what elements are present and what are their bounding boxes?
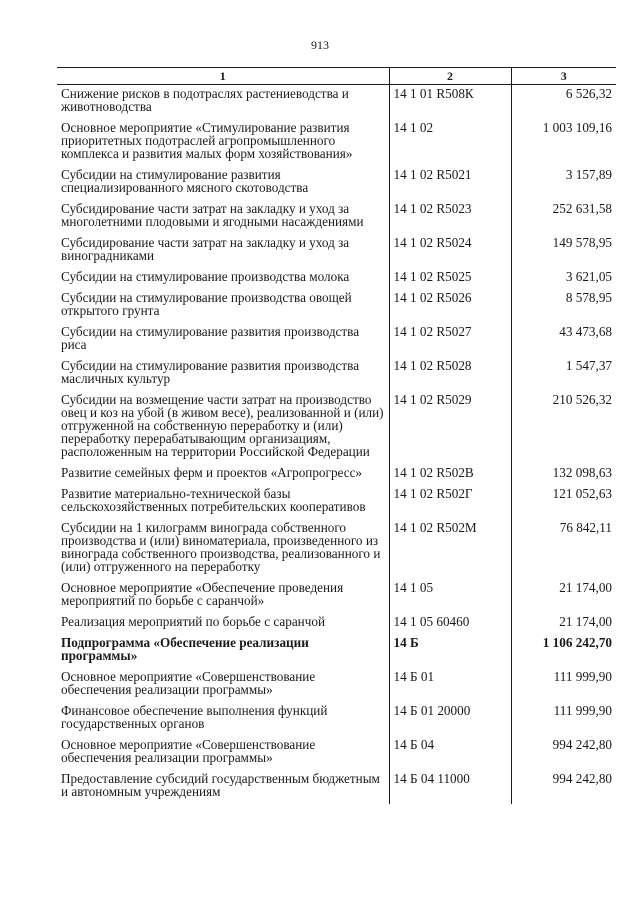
row-code: 14 1 05 60460 xyxy=(389,613,511,634)
table-row xyxy=(57,634,616,668)
column-header-2: 2 xyxy=(389,68,511,85)
row-amount: 1 106 242,70 xyxy=(511,634,616,668)
row-code: 14 1 02 R502В xyxy=(389,464,511,485)
row-name: Снижение рисков в подотраслях растениеводства и животноводства xyxy=(61,86,349,114)
row-name: Основное мероприятие «Совершенствование обеспечения реализации программы» xyxy=(61,737,316,765)
row-amount: 8 578,95 xyxy=(511,289,616,323)
table-row xyxy=(57,85,616,120)
column-header-3: 3 xyxy=(511,68,616,85)
table-row xyxy=(57,234,616,268)
row-amount: 994 242,80 xyxy=(511,770,616,804)
table-row xyxy=(57,119,616,166)
table-row xyxy=(57,391,616,464)
budget-table xyxy=(57,67,616,804)
row-code: 14 Б 01 20000 xyxy=(389,702,511,736)
table-row xyxy=(57,702,616,736)
table-row xyxy=(57,464,616,485)
row-code: 14 1 02 R502Г xyxy=(389,485,511,519)
row-name: Подпрограмма «Обеспечение реализации программы» xyxy=(61,635,309,663)
table-row xyxy=(57,200,616,234)
row-code: 14 1 02 xyxy=(389,119,511,166)
row-name: Субсидирование части затрат на закладку и уход за многолетними плодовыми и ягодными насаждениями xyxy=(61,201,364,229)
row-amount: 21 174,00 xyxy=(511,579,616,613)
table-row xyxy=(57,579,616,613)
row-amount: 3 621,05 xyxy=(511,268,616,289)
row-amount: 149 578,95 xyxy=(511,234,616,268)
row-code: 14 Б 01 xyxy=(389,668,511,702)
table-row xyxy=(57,166,616,200)
row-code: 14 1 02 R5027 xyxy=(389,323,511,357)
row-amount: 3 157,89 xyxy=(511,166,616,200)
row-code: 14 1 02 R5025 xyxy=(389,268,511,289)
table-row xyxy=(57,519,616,579)
table-row xyxy=(57,485,616,519)
row-code: 14 1 02 R5023 xyxy=(389,200,511,234)
row-amount: 994 242,80 xyxy=(511,736,616,770)
row-name: Основное мероприятие «Стимулирование развития приоритетных подотраслей агропромышленного комплекса и развития малых форм хозяйствования» xyxy=(61,120,353,161)
table-row xyxy=(57,323,616,357)
row-code: 14 1 02 R502М xyxy=(389,519,511,579)
row-name: Развитие семейных ферм и проектов «Агропрогресс» xyxy=(61,465,363,480)
table-row xyxy=(57,357,616,391)
row-amount: 76 842,11 xyxy=(511,519,616,579)
row-amount: 252 631,58 xyxy=(511,200,616,234)
row-amount: 43 473,68 xyxy=(511,323,616,357)
row-code: 14 1 05 xyxy=(389,579,511,613)
row-name: Реализация мероприятий по борьбе с саранчой xyxy=(61,614,326,629)
row-name: Субсидии на стимулирование развития специализированного мясного скотоводства xyxy=(61,167,309,195)
row-amount: 21 174,00 xyxy=(511,613,616,634)
row-amount: 1 547,37 xyxy=(511,357,616,391)
row-name: Субсидии на стимулирование развития производства риса xyxy=(61,324,360,352)
row-name: Предоставление субсидий государственным бюджетным и автономным учреждениям xyxy=(61,771,380,799)
row-amount: 111 999,90 xyxy=(511,702,616,736)
row-code: 14 1 02 R5029 xyxy=(389,391,511,464)
row-code: 14 1 02 R5026 xyxy=(389,289,511,323)
table-row xyxy=(57,770,616,804)
row-code: 14 1 02 R5028 xyxy=(389,357,511,391)
row-code: 14 1 02 R5024 xyxy=(389,234,511,268)
column-header-1: 1 xyxy=(57,68,389,85)
table-header-row xyxy=(57,68,616,85)
row-name: Развитие материально-технической базы сельскохозяйственных потребительских кооперативов xyxy=(61,486,366,514)
row-amount: 132 098,63 xyxy=(511,464,616,485)
row-name: Субсидии на стимулирование производства молока xyxy=(61,269,350,284)
table-row xyxy=(57,289,616,323)
row-name: Субсидии на возмещение части затрат на производство овец и коз на убой (в живом весе), реализованной и (или) отгруженной на собственную переработку и (или) переработку перерабатывающим организациям, расположенным на территории Российской Федерации xyxy=(61,392,384,459)
row-code: 14 1 02 R5021 xyxy=(389,166,511,200)
page-number: 913 xyxy=(311,38,329,52)
row-code: 14 Б 04 11000 xyxy=(389,770,511,804)
row-code: 14 1 01 R508К xyxy=(389,85,511,120)
row-code: 14 Б xyxy=(389,634,511,668)
table-row xyxy=(57,736,616,770)
row-name: Субсидии на стимулирование развития производства масличных культур xyxy=(61,358,360,386)
row-name: Субсидирование части затрат на закладку и уход за виноградниками xyxy=(61,235,350,263)
row-amount: 121 052,63 xyxy=(511,485,616,519)
row-name: Основное мероприятие «Обеспечение проведения мероприятий по борьбе с саранчой» xyxy=(61,580,344,608)
row-name: Основное мероприятие «Совершенствование обеспечения реализации программы» xyxy=(61,669,316,697)
row-amount: 1 003 109,16 xyxy=(511,119,616,166)
row-amount: 210 526,32 xyxy=(511,391,616,464)
row-name: Субсидии на 1 килограмм винограда собственного производства и (или) виноматериала, произведенного из винограда собственного производства, реализованного и (или) отгруженного на переработку xyxy=(61,520,381,574)
table-row xyxy=(57,268,616,289)
row-amount: 6 526,32 xyxy=(511,85,616,120)
row-name: Финансовое обеспечение выполнения функций государственных органов xyxy=(61,703,328,731)
row-amount: 111 999,90 xyxy=(511,668,616,702)
table-row xyxy=(57,613,616,634)
row-code: 14 Б 04 xyxy=(389,736,511,770)
row-name: Субсидии на стимулирование производства овощей открытого грунта xyxy=(61,290,352,318)
table-row xyxy=(57,668,616,702)
